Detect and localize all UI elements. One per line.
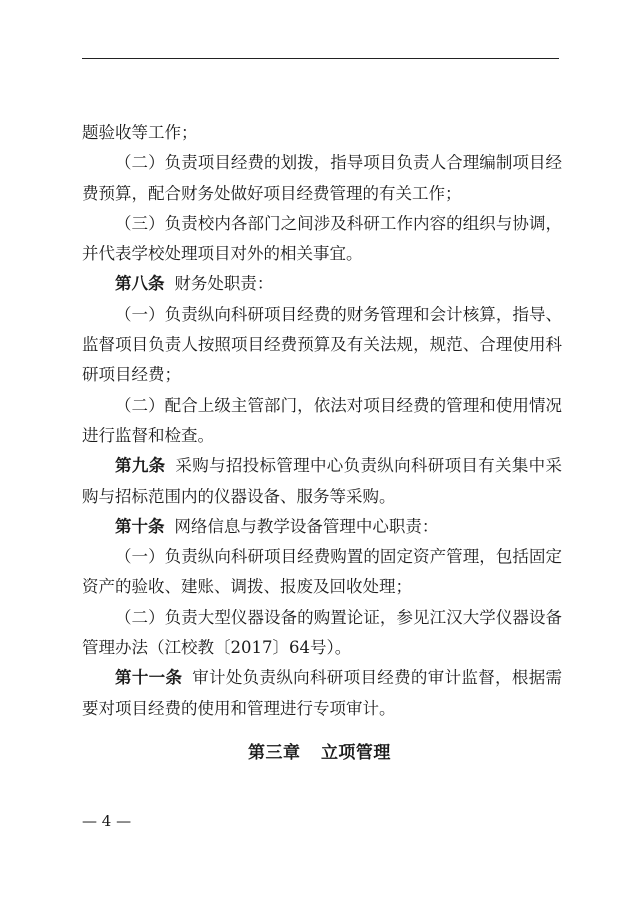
- paragraph: [82, 148, 562, 209]
- paragraph-text: 网络信息与教学设备管理中心职责：: [174, 516, 439, 536]
- article-title: 第八条: [115, 274, 165, 294]
- paragraph-text: （二）负责大型仪器设备的购置论证，参见江汉大学仪器设备管理办法（江校教〔2017〕64号）。: [82, 607, 562, 658]
- article-9: [82, 451, 562, 512]
- paragraph-text: （二）负责项目经费的划拨，指导项目负责人合理编制项目经费预算，配合财务处做好项目经费管理的有关工作；: [82, 153, 562, 203]
- page-number: — 4 —: [82, 812, 132, 830]
- paragraph: [82, 209, 562, 270]
- chapter-name: 立项管理: [320, 743, 391, 763]
- paragraph-text: 审计处负责纵向科研项目经费的审计监督，根据需要对项目经费的使用和管理进行专项审计。: [82, 668, 563, 718]
- paragraph-text: （二）配合上级主管部门，依法对项目经费的管理和使用情况进行监督和检查。: [82, 395, 562, 445]
- paragraph-text: （一）负责纵向科研项目经费的财务管理和会计核算，指导、监督项目负责人按照项目经费预算及有关法规，规范、合理使用科研项目经费；: [82, 304, 562, 385]
- article-11: [82, 663, 562, 724]
- paragraph-text: 财务处职责：: [174, 274, 274, 294]
- chapter-number: 第三章: [248, 743, 301, 763]
- article-title: 第九条: [115, 456, 166, 476]
- paragraph: [82, 118, 562, 148]
- header-rule: [82, 58, 559, 59]
- article-10: [82, 512, 562, 542]
- article-title: 第十一条: [115, 668, 183, 688]
- document-body: [82, 118, 562, 724]
- chapter-heading: [0, 738, 639, 763]
- paragraph-text: 采购与招投标管理中心负责纵向科研项目有关集中采购与招标范围内的仪器设备、服务等采购。: [82, 456, 563, 506]
- article-title: 第十条: [115, 516, 165, 536]
- paragraph-text: 题验收等工作；: [82, 123, 198, 142]
- paragraph: [82, 603, 562, 664]
- paragraph: [82, 300, 562, 391]
- paragraph-text: （三）负责校内各部门之间涉及科研工作内容的组织与协调，并代表学校处理项目对外的相关事宜。: [82, 213, 562, 264]
- paragraph: [82, 542, 562, 603]
- article-8: [82, 269, 562, 299]
- paragraph: [82, 391, 562, 452]
- paragraph-text: （一）负责纵向科研项目经费购置的固定资产管理，包括固定资产的验收、建账、调拨、报废及回收处理；: [82, 547, 562, 597]
